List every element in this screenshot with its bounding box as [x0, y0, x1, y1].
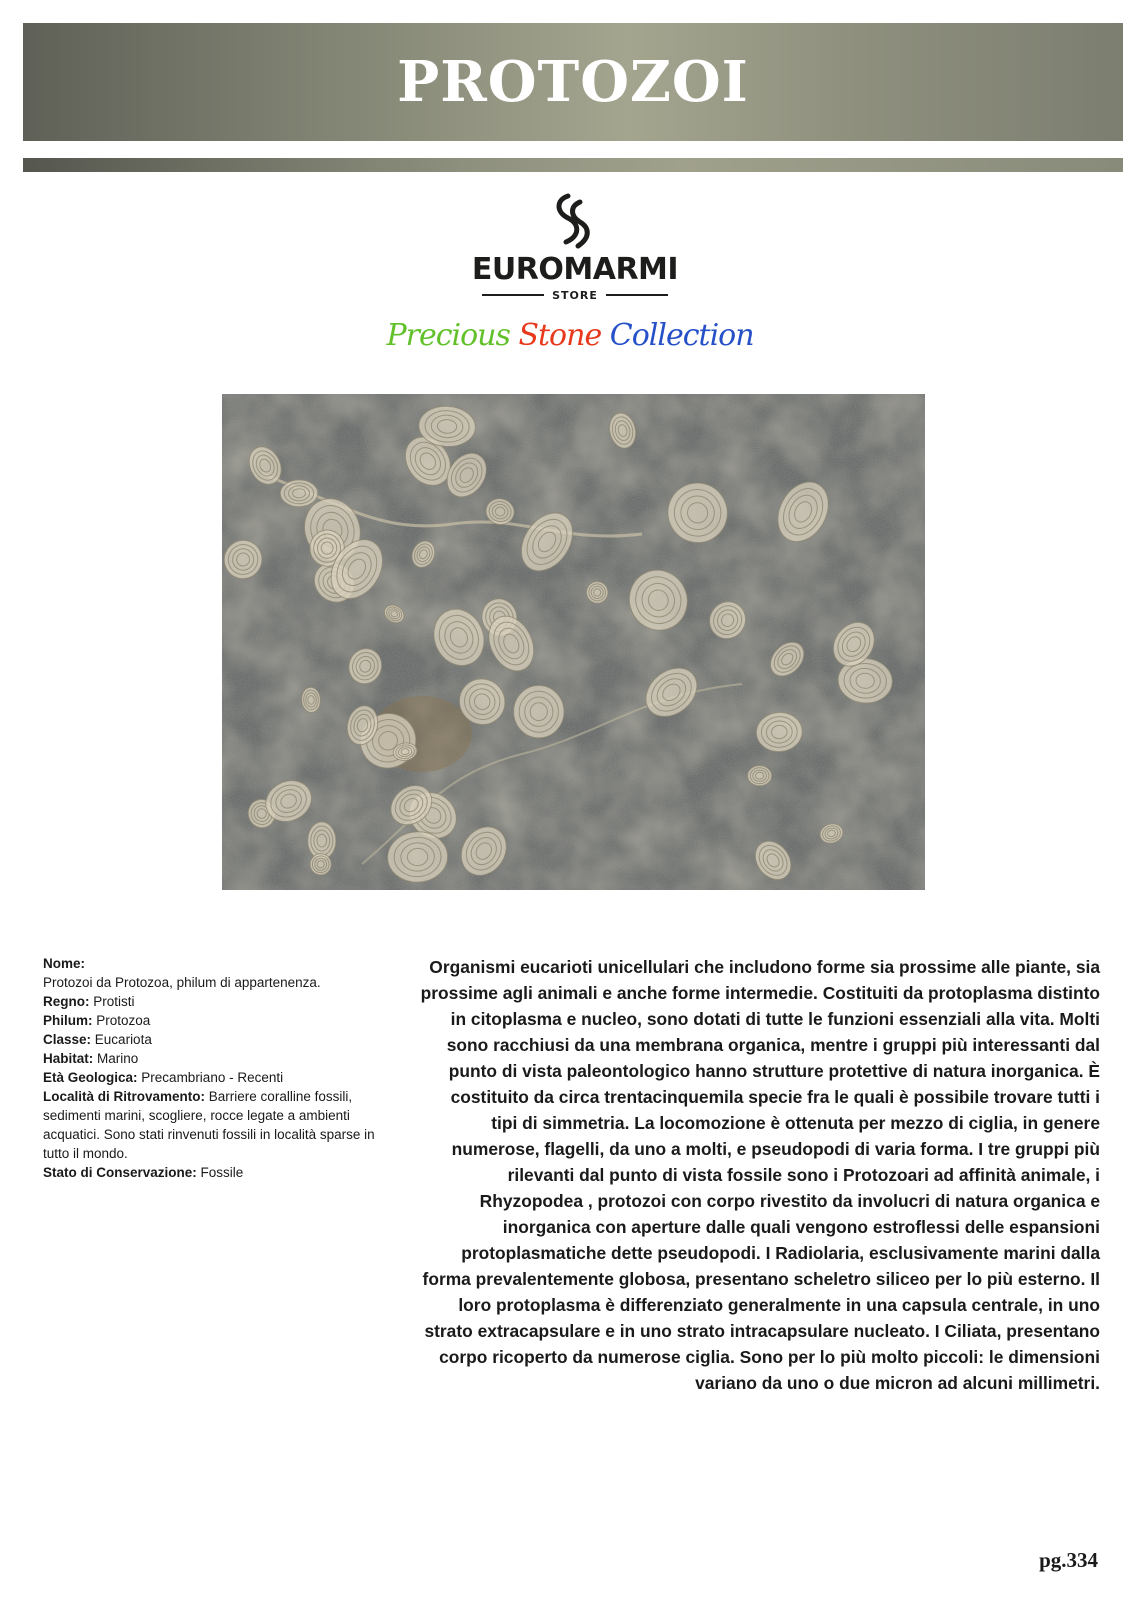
brand-line-right [606, 294, 668, 296]
spec-classe-label: Classe: [43, 1032, 92, 1047]
brand-line-left [482, 294, 544, 296]
brand-sub-row [470, 288, 680, 302]
spec-eta-label: Età Geologica: [43, 1070, 138, 1085]
spec-stato [43, 1163, 388, 1182]
spec-philum [43, 1011, 388, 1030]
spec-habitat [43, 1049, 388, 1068]
spec-eta [43, 1068, 388, 1087]
stone-texture [222, 394, 925, 890]
spec-eta-value: Precambriano - Recenti [141, 1070, 284, 1085]
page-title: PROTOZOI [397, 49, 749, 115]
spec-stato-label: Stato di Conservazione: [43, 1165, 197, 1180]
stone-photo [222, 394, 925, 890]
spec-localita [43, 1087, 388, 1163]
fossil-oval [513, 685, 564, 738]
spec-regno-value: Protisti [93, 994, 135, 1009]
spec-stato-value: Fossile [200, 1165, 244, 1180]
spec-classe [43, 1030, 388, 1049]
spec-name-value-row [43, 973, 388, 992]
collection-word-2: Stone [518, 318, 602, 353]
spec-name [43, 954, 388, 973]
brand-name: EUROMARMI [471, 252, 679, 287]
header-divider [23, 158, 1123, 172]
spec-localita-label: Località di Ritrovamento: [43, 1089, 206, 1104]
spec-name-value: Protozoi da Protozoa, philum di appartenenza. [43, 975, 321, 990]
fossil-oval [280, 480, 318, 507]
description-text: Organismi eucarioti unicellulari che includono forme sia prossime alle piante, sia prossime agli animali e anche forme intermedie. Costituiti da protoplasma distinto in citoplasma e nucleo, sono dotati di tutte le funzioni essenziali alla vita. Molti sono racchiusi da una membrana organica, mentre i gruppi più interessanti dal punto di vista paleontologico hanno strutture protettive di natura inorganica. È costituito da circa trentacinquemila specie fra le quali è possibile trovare tutti i tipi di simmetria. La locomozione è ottenuta per mezzo di ciglia, in genere numerose, flagelli, da uno a molti, e pseudopodi di varia forma. I tre gruppi più rilevanti dal punto di vista fossile sono i Protozoari ad affinità animale, i Rhyzopodea , protozoi con corpo rivestito da involucri di natura organica e inorganica con aperture dalle quali vengono estroflessi delle espansioni protoplasmatiche dette pseudopodi. I Radiolaria, esclusivamente marini dalla forma prevalentemente globosa, presentano scheletro siliceo per lo più esterno. Il loro protoplasma è differenziato generalmente in una capsula centrale, in uno strato extracapsulare e in uno strato intracapsulare nucleato. I Ciliata, presentano corpo ricoperto da numerose ciglia. Sono per lo più molto piccoli: le dimensioni variano da uno o due micron ad alcuni millimetri. [420, 957, 1100, 1393]
spec-philum-label: Philum: [43, 1013, 93, 1028]
spec-classe-value: Eucariota [94, 1032, 152, 1047]
collection-word-1: Precious [386, 318, 510, 353]
brand-s-icon [550, 192, 600, 252]
fossil-oval [310, 853, 332, 875]
spec-localita-value: Barriere coralline fossili, sedimenti marini, scogliere, rocce legate a ambienti acquatici. Sono stati rinvenuti fossili in località sparse in tutto il mondo. [43, 1089, 375, 1161]
spec-habitat-value: Marino [97, 1051, 139, 1066]
brand-logo [470, 192, 680, 308]
specs-block [43, 954, 388, 1182]
fossil-oval [747, 766, 771, 786]
brand-sub: STORE [552, 288, 598, 302]
spec-regno [43, 992, 388, 1011]
header-band [23, 23, 1123, 141]
collection-word-3: Collection [609, 318, 754, 353]
spec-regno-label: Regno: [43, 994, 90, 1009]
page-number: pg.334 [1039, 1548, 1098, 1572]
spec-habitat-label: Habitat: [43, 1051, 94, 1066]
spec-name-label: Nome: [43, 956, 86, 971]
collection-title [350, 318, 790, 353]
spec-philum-value: Protozoa [96, 1013, 151, 1028]
